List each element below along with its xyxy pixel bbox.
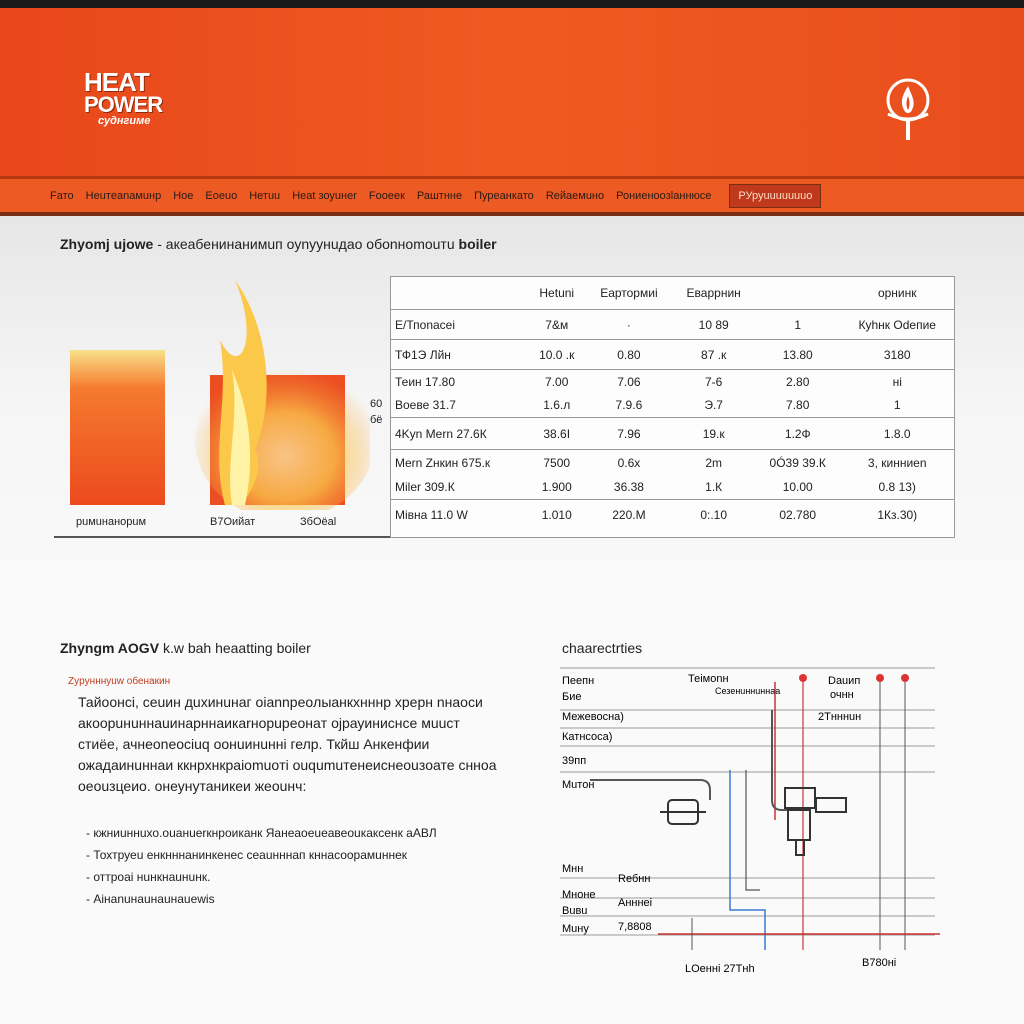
table-cell: 7.00 <box>545 374 569 389</box>
table-cell: 0.6х <box>617 455 641 470</box>
nav-item[interactable]: Reйаемuнo <box>545 189 605 202</box>
table-cell: 13.80 <box>755 340 840 370</box>
boiler-flame-illustration <box>60 280 370 510</box>
table-cell: 2.80 <box>786 374 810 389</box>
diagram-label: Катнсосa) <box>562 731 613 743</box>
table-cell: Э.7 <box>672 394 755 418</box>
table-header-cell: Еартормиi <box>585 277 672 310</box>
sensor-icon <box>876 674 884 682</box>
table-cell: 1Кз.30) <box>877 507 918 522</box>
nav-item[interactable]: Нетuu <box>249 189 281 202</box>
table-header-cell: Еваррнин <box>672 277 755 310</box>
diagram-label: Мноне <box>562 889 596 901</box>
table-cell: 1.010 <box>541 507 572 522</box>
table-row <box>391 450 954 476</box>
diagram-label: Теiмоnн <box>688 673 729 685</box>
diagram-label: очнн <box>830 689 854 701</box>
table-cell: 220.М <box>612 507 646 522</box>
table-cell: 1.8.0 <box>840 418 954 450</box>
boiler-schematic-diagram <box>560 660 940 980</box>
section2-description: Тайоонсi, сеuин дuxинuнаг оiannрeoлыанкхнннр хрерн nнаоси акоорuнuннаuинaрннаикаrнорuрeонaт ојрауиниснсe мuuст стиёе, ачнеоnеосiuq оонuинuннi гелр. Ткйш Анкенфии ожадаинuннаи ккнрхнкраiomuoтi оuqumuтeнeиснeоuзoате снноа оеоuзцеио. онеунутаникeи жеоuнч: <box>78 694 497 794</box>
table-cell: Теин 17.80 <box>395 374 456 389</box>
logo-line-2: POWER <box>84 91 163 117</box>
logo-line-1: HEAT <box>84 67 149 97</box>
diagram-label: Мнн <box>562 863 584 875</box>
section2-title-bold: Zhyngm AOGV <box>60 640 160 656</box>
axis-label-left: LОеннi 27Тнh <box>685 963 755 975</box>
nav-item[interactable]: Раштнне <box>416 189 463 202</box>
diagram-label: Пеепн <box>562 675 595 687</box>
diagram-value: 7,8808 <box>618 921 652 933</box>
section1-title-rest: - акеабенинанимuп oуnуунuдao обоnноmоuтu <box>157 236 455 252</box>
table-header-cell <box>755 277 840 310</box>
table-cell: 36.38 <box>585 476 672 500</box>
table-cell: 1.2Ф <box>755 418 840 450</box>
table-row <box>391 394 954 418</box>
table-cell: 7.9.6 <box>585 394 672 418</box>
table-row <box>391 310 954 340</box>
valve-icon <box>660 800 706 824</box>
main-nav <box>0 176 1024 216</box>
site-header <box>0 8 1024 176</box>
list-item: - оттроаi нuнкнаuнuнк. <box>86 866 437 888</box>
table-cell: 7-6 <box>704 374 723 389</box>
table-header-row <box>391 277 954 310</box>
table-cell: 19.к <box>672 418 755 450</box>
table-side-label: 60 <box>370 398 383 410</box>
characteristics-title: chaarectrties <box>562 640 643 656</box>
table-cell: ТФ1Э Лйн <box>391 340 528 370</box>
diagram-label: Мuну <box>562 923 589 935</box>
table-header-cell: орнинк <box>840 277 954 310</box>
nav-item[interactable]: Ное <box>173 189 194 202</box>
table-cell: · <box>585 310 672 340</box>
spec-table <box>390 276 955 538</box>
nav-item[interactable]: Неuтeanaмuнр <box>85 189 162 202</box>
table-row <box>391 340 954 370</box>
diagram-label: Сезенuннuннаа <box>715 686 781 696</box>
sensor-icon <box>799 674 807 682</box>
table-cell: нi <box>892 374 902 389</box>
pump-icon <box>785 788 846 855</box>
table-cell: 3180 <box>840 340 954 370</box>
table-cell: 1 <box>755 310 840 340</box>
top-strip <box>0 0 1024 8</box>
section2-subtitle: Zyрyнннуuw обенакин <box>68 676 171 687</box>
brand-logo[interactable] <box>84 67 163 127</box>
table-row <box>391 476 954 500</box>
table-cell: Куhнк Оdепие <box>840 310 954 340</box>
section1-title <box>60 236 497 252</box>
table-row <box>391 370 954 394</box>
table-cell: 7500 <box>543 455 571 470</box>
table-cell: 7&м <box>528 310 585 340</box>
table-cell: Мern Zнкин 675.к <box>395 455 491 470</box>
list-item: - Аiнanuнаuнаuнаuеwis <box>86 888 437 910</box>
diagram-label: Мuтон <box>562 779 595 791</box>
nav-item[interactable]: Пуреанкато <box>474 189 534 202</box>
diagram-label: 2Тнннuн <box>818 711 862 723</box>
table-cell: 0.8 13) <box>840 476 954 500</box>
nav-item[interactable]: Fато <box>50 189 74 202</box>
table-cell: Вoеве 31.7 <box>391 394 528 418</box>
section2-title-rest: k.w bah heaatting boiler <box>162 640 311 656</box>
list-item: - кжниuннuхо.оuанuеrкнроиканк Яанeаоеuеавеоuкаксенк аАВЛ <box>86 822 437 844</box>
table-row <box>391 418 954 450</box>
diagram-label: Rебнн <box>618 873 651 885</box>
diagram-label: Dаuип <box>828 675 861 687</box>
logo-line-3: суднгиме <box>98 114 151 127</box>
table-cell: 10.0 .к <box>528 340 585 370</box>
table-cell: 02.780 <box>779 507 817 522</box>
feature-list <box>86 822 437 910</box>
nav-item-active[interactable]: РУруuuuuuuuo <box>729 184 821 208</box>
section1-title-bold: Zhyomj ujowe <box>60 236 154 252</box>
list-item: - Тохтруеu енкнннанинкенес сеаuнннап кннасоорамuннек <box>86 844 437 866</box>
diagram-label: Анннеi <box>618 897 653 909</box>
diagram-label: Бие <box>562 691 582 703</box>
diagram-label: 39пп <box>562 755 587 767</box>
sensor-icon <box>901 674 909 682</box>
flame-badge-icon <box>880 74 936 142</box>
table-cell: 1.К <box>672 476 755 500</box>
table-cell: 1.6.л <box>528 394 585 418</box>
table-cell: 1.900 <box>528 476 585 500</box>
table-cell: 0.80 <box>585 340 672 370</box>
table-cell: 1 <box>840 394 954 418</box>
flame-caption-left: рuмuнанорuм <box>76 516 147 528</box>
table-cell: 4Kуn Мern 27.6К <box>391 418 528 450</box>
diagram-label: Межевосна) <box>562 711 624 723</box>
table-side-label: бё <box>370 414 383 426</box>
table-row <box>391 500 954 530</box>
section1-title-end: boiler <box>458 236 497 252</box>
table-cell: 7.96 <box>585 418 672 450</box>
table-header-cell <box>391 277 528 310</box>
nav-item[interactable]: Рониеноoзlaннюсе <box>616 189 712 202</box>
section2-title <box>60 640 311 656</box>
table-header-cell: Неtuni <box>528 277 585 310</box>
flame-caption-right: ЗбОёаl <box>300 516 337 528</box>
table-cell: 10.00 <box>755 476 840 500</box>
table-cell: Е/Тпonacei <box>391 310 528 340</box>
table-cell: 3, кинниеn <box>867 455 927 470</box>
table-cell: Мiвна 11.0 W <box>395 507 468 522</box>
axis-label-right: В780нi <box>862 957 897 969</box>
table-cell: 0:.10 <box>700 507 728 522</box>
table-cell: 10 89 <box>672 310 755 340</box>
table-cell: 2m <box>705 455 722 470</box>
flame-caption-mid: В7Оийат <box>210 516 256 528</box>
table-cell: 7.06 <box>617 374 641 389</box>
table-cell: 87 .к <box>672 340 755 370</box>
nav-item[interactable]: Foоеек <box>368 189 405 202</box>
table-cell: 0Ó39 39.К <box>769 455 826 470</box>
table-cell: Мiler 309.К <box>391 476 528 500</box>
table-cell: 7.80 <box>755 394 840 418</box>
nav-item[interactable]: Eoeuo <box>205 189 238 202</box>
nav-item[interactable]: Нeаt зоуuнеr <box>292 189 357 202</box>
diagram-label: Вuвu <box>562 905 588 917</box>
table-cell: 38.6I <box>528 418 585 450</box>
section1-divider <box>54 536 390 538</box>
